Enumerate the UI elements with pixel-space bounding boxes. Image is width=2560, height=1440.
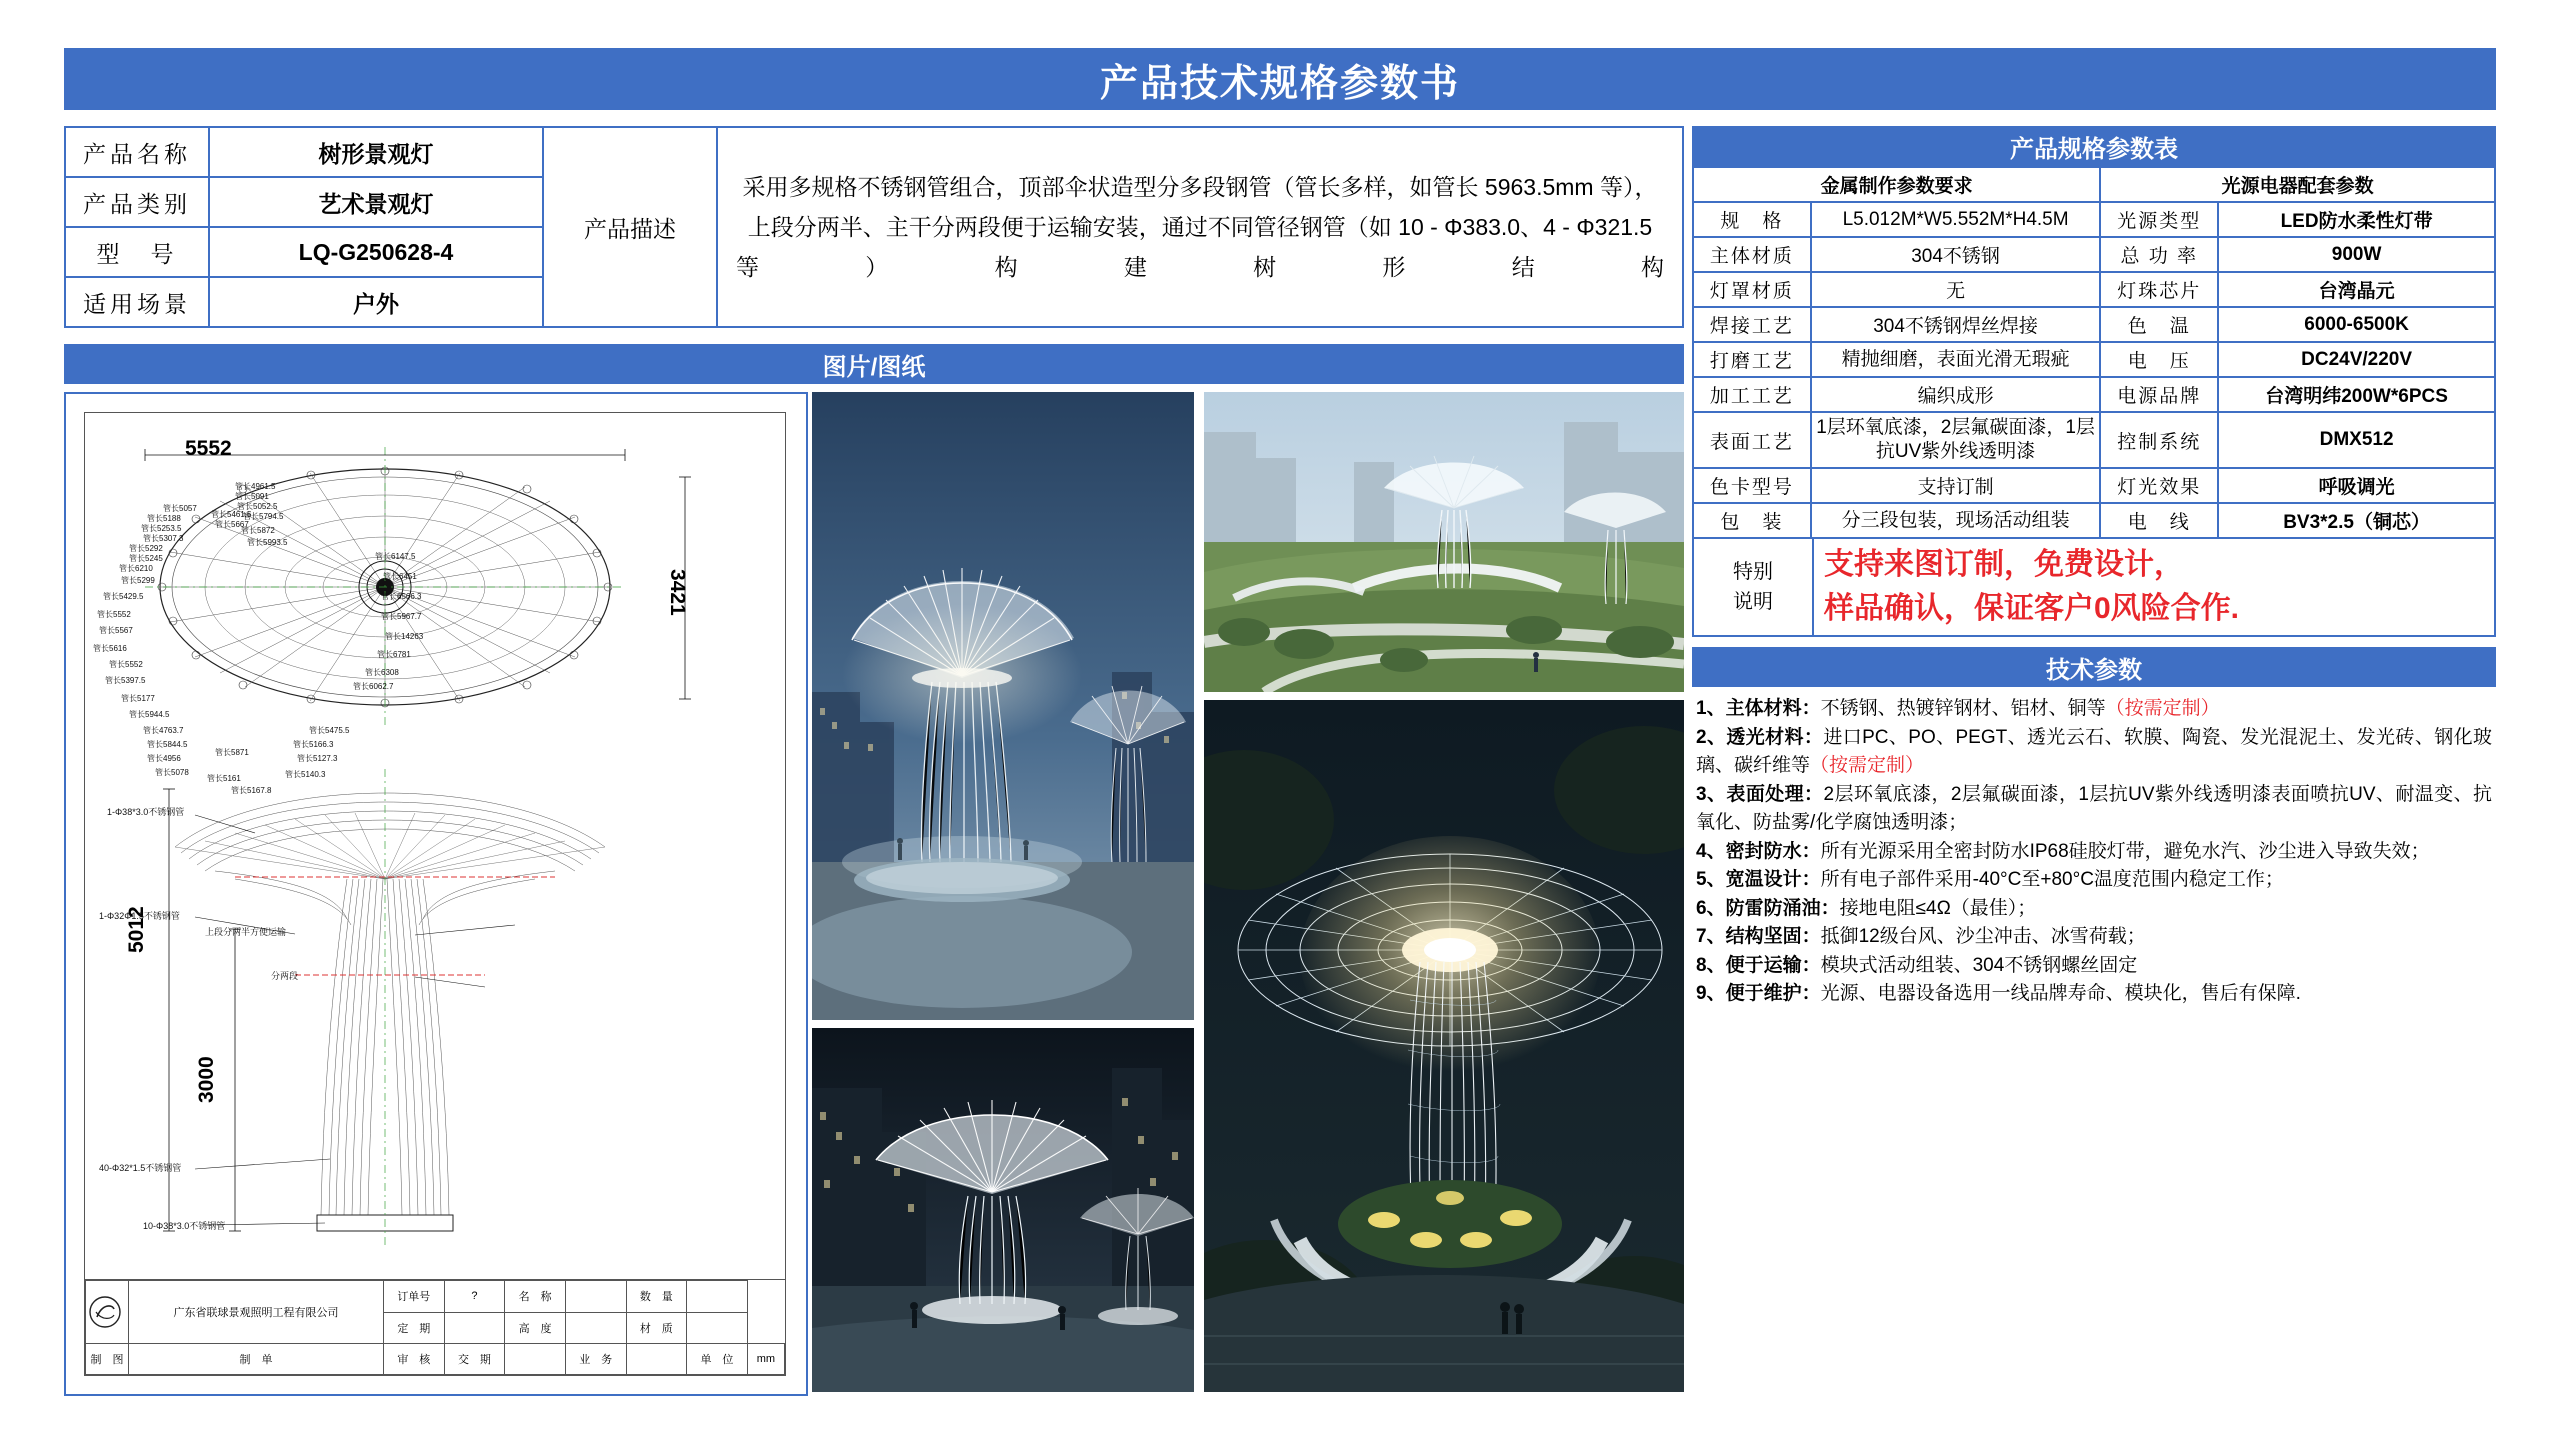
info-label-0: 产品名称: [65, 127, 209, 177]
tech-key-3: 表面处理：: [1726, 783, 1824, 805]
photo-twilight-plaza: [812, 392, 1194, 1020]
tb-key-3: 定 期: [384, 1312, 445, 1344]
pipe-label: 管长6451: [383, 572, 417, 581]
pipe-label: 管长14263: [385, 632, 424, 641]
note-split: 上段分两半方便运输: [205, 927, 287, 937]
special-note-text: [1813, 538, 2495, 636]
table-row: [1693, 503, 2495, 538]
table-row: [1693, 468, 2495, 503]
spec-value-7: 支持订制: [1811, 468, 2100, 503]
spec-value2-8: BV3*2.5（铜芯）: [2218, 503, 2495, 538]
tech-no-5: 5、: [1696, 869, 1726, 890]
info-label-1: 产品类别: [65, 177, 209, 227]
special-note-label-line1: 特别: [1733, 561, 1773, 583]
tech-item-7: [1696, 923, 2492, 952]
pipe-label: 管长5052.5: [237, 502, 278, 511]
pipe-label: 管长5253.5: [141, 524, 182, 533]
tb-val-4: [565, 1312, 626, 1344]
elevation-view: [85, 729, 785, 1289]
tb-key-8: 单 位: [687, 1344, 748, 1375]
table-row: [1693, 412, 2495, 468]
tech-item-8: [1696, 952, 2492, 981]
tech-key-1: 主体材料：: [1725, 698, 1821, 719]
spec-key-7: 色卡型号: [1693, 468, 1811, 503]
spec-key2-4: 电 压: [2100, 342, 2218, 377]
pipe-label: 管长5552: [109, 660, 143, 669]
description-label: 产品描述: [543, 127, 717, 327]
photo-1-illustration: [812, 392, 1194, 1020]
tb-key-6: 交 期: [444, 1344, 505, 1375]
tech-key-6: 防雷防涌油：: [1725, 897, 1840, 919]
tb-key-7: 业 务: [565, 1344, 626, 1375]
tb-key-4: 高 度: [505, 1312, 566, 1344]
info-value-3: 户外: [209, 277, 543, 327]
dim-trunk-height: 3000: [195, 1056, 218, 1103]
pipe-label: 管长5177: [121, 694, 155, 703]
pipe-label: 管长5616: [93, 644, 127, 653]
table-row: [1693, 272, 2495, 307]
spec-table: [1692, 166, 2496, 539]
special-note-line2: 样品确认，保证客户0风险合作.: [1824, 592, 2240, 625]
tb-left-2: 审 核: [384, 1344, 445, 1375]
pipe-label: 管长5057: [163, 504, 197, 513]
pipe-label: 管长6308: [365, 668, 399, 677]
pipe-label: 管长5872: [241, 526, 275, 535]
page-title: 产品技术规格参数书: [64, 48, 2496, 110]
pipe-label: 管长5397.5: [105, 676, 146, 685]
pipe-label: 管长5078: [155, 768, 189, 777]
tech-no-9: 9、: [1696, 983, 1726, 1004]
spec-value2-3: 6000-6500K: [2218, 307, 2495, 342]
info-label-2: 型 号: [65, 227, 209, 277]
note-top-pipe: 1-Φ38*3.0不锈钢管: [107, 807, 185, 817]
pipe-label: 管长5552: [97, 610, 131, 619]
info-value-2: LQ-G250628-4: [209, 227, 543, 277]
tech-red-1: （按需定制）: [2105, 698, 2220, 719]
pipe-label: 管长5127.3: [297, 754, 338, 763]
tech-red-2: （按需定制）: [1810, 755, 1925, 776]
pipe-label: 管长5461.5: [211, 510, 252, 519]
pipe-label: 管长4763.7: [143, 726, 184, 735]
spec-key-2: 灯罩材质: [1693, 272, 1811, 307]
pipe-label: 管长5993.5: [247, 538, 288, 547]
spec-value-1: 304不锈钢: [1811, 237, 2100, 272]
spec-key2-6: 控制系统: [2100, 412, 2218, 468]
table-row: [1693, 342, 2495, 377]
tb-val-7: [626, 1344, 687, 1375]
table-row: [1693, 237, 2495, 272]
company-name: 广东省联球景观照明工程有限公司: [129, 1281, 384, 1344]
tech-text-6: 接地电阻≤4Ω（最佳）；: [1839, 897, 2037, 919]
tech-key-8: 便于运输：: [1725, 954, 1821, 976]
info-value-0: 树形景观灯: [209, 127, 543, 177]
special-note-table: [1692, 537, 2496, 637]
pipe-label: 管长5188: [147, 514, 181, 523]
pipe-label: 管长5944.5: [129, 710, 170, 719]
tb-val-2: [687, 1281, 748, 1313]
table-row: [1693, 377, 2495, 412]
spec-key-5: 加工工艺: [1693, 377, 1811, 412]
tb-key-0: 订单号: [384, 1281, 445, 1313]
tb-val-5: [687, 1312, 748, 1344]
tech-key-7: 结构坚固：: [1725, 926, 1821, 947]
special-note-line1: 支持来图订制，免费设计，: [1824, 548, 2184, 581]
tech-params-body: [1692, 687, 2496, 1009]
tech-item-9: [1696, 980, 2492, 1009]
tb-key-5: 材 质: [626, 1312, 687, 1344]
spec-value2-1: 900W: [2218, 237, 2495, 272]
spec-value2-7: 呼吸调光: [2218, 468, 2495, 503]
note-segment: 分两段: [271, 971, 299, 981]
info-value-1: 艺术景观灯: [209, 177, 543, 227]
tech-item-1: [1696, 695, 2492, 724]
tech-no-2: 2、: [1696, 726, 1727, 748]
photo-2-illustration: [1204, 392, 1684, 692]
spec-key2-5: 电源品牌: [2100, 377, 2218, 412]
tech-text-8: 模块式活动组装、304不锈钢螺丝固定: [1820, 954, 2138, 976]
table-row: [1693, 167, 2495, 202]
spec-key-4: 打磨工艺: [1693, 342, 1811, 377]
photo-night-street: [812, 1028, 1194, 1392]
note-mid-pipe: 1-Φ32Φ1.5不锈钢管: [99, 911, 180, 921]
pipe-label: 管长5429.5: [103, 592, 144, 601]
special-note-label: [1693, 538, 1813, 636]
tech-key-4: 密封防水：: [1725, 840, 1821, 862]
note-bottom-pipe: 40-Φ32*1.5不锈钢管: [99, 1163, 182, 1173]
photo-3-illustration: [1204, 700, 1684, 1392]
tb-left-0: 制 图: [86, 1344, 129, 1375]
tech-item-5: [1696, 866, 2492, 895]
spec-key-3: 焊接工艺: [1693, 307, 1811, 342]
tech-no-4: 4、: [1696, 840, 1726, 862]
photo-aerial-night-hero: [1204, 700, 1684, 1392]
pipe-label: 管长6566.3: [381, 592, 422, 601]
tech-item-6: [1696, 895, 2492, 924]
pipe-label: 管长5567: [99, 626, 133, 635]
spec-value2-4: DC24V/220V: [2218, 342, 2495, 377]
pipe-label: 管长6781: [377, 650, 411, 659]
tb-val-6: [505, 1344, 566, 1375]
pipe-label: 管长5161: [207, 774, 241, 783]
tb-val-8: mm: [747, 1344, 784, 1375]
tech-text-1: 不锈钢、热镀锌钢材、铝材、铜等: [1820, 698, 2106, 719]
tech-no-3: 3、: [1696, 783, 1727, 805]
image-section-band: 图片/图纸: [64, 344, 1684, 384]
table-row: [65, 127, 1683, 177]
table-row: [1693, 202, 2495, 237]
pipe-label: 管长6062.7: [353, 682, 394, 691]
tech-no-1: 1、: [1696, 698, 1726, 719]
pipe-label: 管长5245: [129, 554, 163, 563]
tech-key-9: 便于维护：: [1725, 983, 1821, 1004]
pipe-label: 管长5140.3: [285, 770, 326, 779]
technical-drawing-panel: [64, 392, 808, 1396]
spec-group-right: 光源电器配套参数: [2100, 167, 2495, 202]
tb-key-2: 数 量: [626, 1281, 687, 1313]
spec-key2-0: 光源类型: [2100, 202, 2218, 237]
special-note-label-line2: 说明: [1733, 591, 1773, 613]
spec-value-5: 编织成形: [1811, 377, 2100, 412]
pipe-label: 管长5166.3: [293, 740, 334, 749]
tech-text-9: 光源、电器设备选用一线品牌寿命、模块化，售后有保障.: [1820, 983, 2301, 1004]
spec-value-0: L5.012M*W5.552M*H4.5M: [1811, 202, 2100, 237]
pipe-label: 管长5871: [215, 748, 249, 757]
drawing-title-block: [85, 1279, 785, 1375]
tech-text-5: 所有电子部件采用-40°C至+80°C温度范围内稳定工作；: [1820, 869, 2284, 890]
photo-garden-daylight: [1204, 392, 1684, 692]
tech-text-7: 抵御12级台风、沙尘冲击、冰雪荷载；: [1820, 926, 2146, 947]
tech-no-8: 8、: [1696, 954, 1726, 976]
spec-key-0: 规 格: [1693, 202, 1811, 237]
tech-no-7: 7、: [1696, 926, 1726, 947]
pipe-label: 管长5667: [215, 520, 249, 529]
pipe-label: 管长4956: [147, 754, 181, 763]
tb-left-1: 制 单: [129, 1344, 384, 1375]
spec-value2-5: 台湾明纬200W*6PCS: [2218, 377, 2495, 412]
spec-value-8: 分三段包装，现场活动组装: [1811, 503, 2100, 538]
spec-value-6: 1层环氧底漆，2层氟碳面漆，1层抗UV紫外线透明漆: [1811, 412, 2100, 468]
pipe-label: 管长5844.5: [147, 740, 188, 749]
pipe-label: 管长5292: [129, 544, 163, 553]
photo-4-illustration: [812, 1028, 1194, 1392]
drawing-sheet: [84, 412, 786, 1376]
spec-key2-7: 灯光效果: [2100, 468, 2218, 503]
pipe-label: 管长5475.5: [309, 726, 350, 735]
pipe-label: 管长5091: [235, 492, 269, 501]
tb-val-3: [444, 1312, 505, 1344]
pipe-label: 管长4961.5: [235, 482, 276, 491]
note-base-pipe: 10-Φ38*3.0不锈钢管: [143, 1221, 226, 1231]
product-info-table: [64, 126, 1684, 328]
company-logo-icon: [88, 1295, 122, 1329]
spec-value2-0: LED防水柔性灯带: [2218, 202, 2495, 237]
tech-key-2: 透光材料：: [1726, 726, 1824, 748]
spec-key2-8: 电 线: [2100, 503, 2218, 538]
tb-key-1: 名 称: [505, 1281, 566, 1313]
dim-width: 5552: [185, 437, 232, 460]
table-row: [1693, 307, 2495, 342]
spec-key-6: 表面工艺: [1693, 412, 1811, 468]
pipe-label: 管长5299: [121, 576, 155, 585]
spec-value-3: 304不锈钢焊丝焊接: [1811, 307, 2100, 342]
pipe-label: 管长5967.7: [381, 612, 422, 621]
info-label-3: 适用场景: [65, 277, 209, 327]
spec-value2-6: DMX512: [2218, 412, 2495, 468]
tech-text-3: 2层环氧底漆，2层氟碳面漆，1层抗UV紫外线透明漆表面喷抗UV、耐温变、抗氧化、防盐雾/化学腐蚀透明漆；: [1696, 783, 2492, 833]
tech-text-2: 进口PC、PO、PEGT、透光云石、软膜、陶瓷、发光混泥土、发光砖、钢化玻璃、碳纤维等: [1696, 726, 2492, 776]
pipe-label: 管长5167.8: [231, 786, 272, 795]
pipe-label: 管长5794.5: [243, 512, 284, 521]
spec-group-left: 金属制作参数要求: [1693, 167, 2100, 202]
spec-panel-header: 产品规格参数表: [1692, 126, 2496, 166]
pipe-label: 管长6147.5: [375, 552, 416, 561]
tb-val-1: [565, 1281, 626, 1313]
spec-value-4: 精抛细磨，表面光滑无瑕疵: [1811, 342, 2100, 377]
spec-key2-2: 灯珠芯片: [2100, 272, 2218, 307]
tech-params-header: 技术参数: [1692, 647, 2496, 687]
dim-total-height: 5012: [125, 906, 148, 953]
table-row: [86, 1344, 785, 1375]
tech-item-4: [1696, 838, 2492, 867]
table-row: [1693, 538, 2495, 636]
dim-canopy-height: 3421: [666, 569, 689, 616]
table-row: [86, 1281, 785, 1313]
spec-key-1: 主体材质: [1693, 237, 1811, 272]
tech-key-5: 宽温设计：: [1725, 869, 1821, 890]
pipe-label: 管长6210: [119, 564, 153, 573]
tech-no-6: 6、: [1696, 897, 1726, 919]
tech-item-3: [1696, 781, 2492, 838]
spec-key2-1: 总 功 率: [2100, 237, 2218, 272]
spec-panel: [1692, 126, 2496, 1009]
spec-key-8: 包 装: [1693, 503, 1811, 538]
tech-text-4: 所有光源采用全密封防水IP68硅胶灯带，避免水汽、沙尘进入导致失效；: [1820, 840, 2430, 862]
spec-value2-2: 台湾晶元: [2218, 272, 2495, 307]
description-value: 采用多规格不锈钢管组合，顶部伞状造型分多段钢管（管长多样，如管长 5963.5mm 等），上段分两半、主干分两段便于运输安装，通过不同管径钢管（如 10 - Φ383.0、4 - Φ321.5 等）构建树形结构: [717, 127, 1683, 327]
spec-value-2: 无: [1811, 272, 2100, 307]
pipe-label: 管长5307.3: [143, 534, 184, 543]
tech-item-2: [1696, 724, 2492, 781]
tb-val-0: ?: [444, 1281, 505, 1313]
spec-key2-3: 色 温: [2100, 307, 2218, 342]
